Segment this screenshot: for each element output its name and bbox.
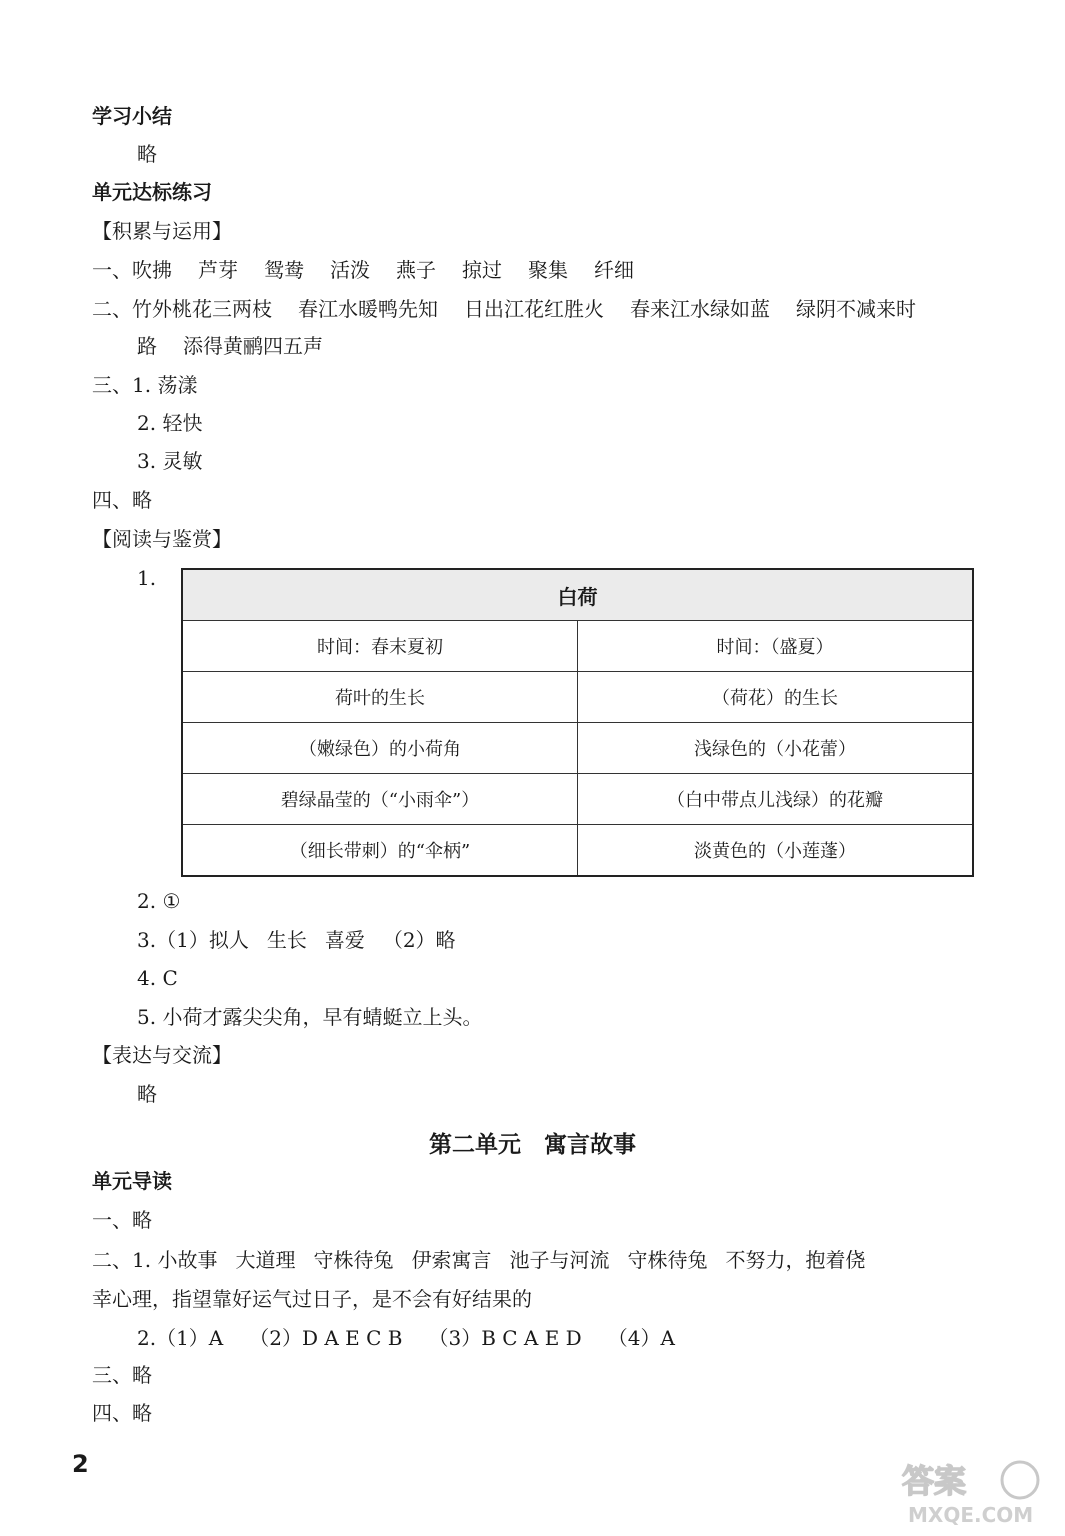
- poem-line: 春来江水绿如蓝: [630, 297, 770, 321]
- question-3-item-1: [92, 373, 197, 397]
- poem-line: 春江水暖鸭先知: [298, 297, 438, 321]
- question-3-label: 三、: [92, 373, 132, 397]
- word: 芦芽: [198, 258, 238, 282]
- question-4: 四、略: [92, 488, 152, 512]
- section-heading-summary: 学习小结: [92, 104, 172, 128]
- word: 燕子: [396, 258, 436, 282]
- part-heading-accumulation: 【积累与运用】: [92, 219, 232, 243]
- answer-text: （2）D A E C B: [249, 1326, 403, 1350]
- table-cell: 浅绿色的（小花蕾）: [578, 723, 974, 774]
- question-2-line-1: [92, 297, 916, 321]
- section-heading-unit-practice: 单元达标练习: [92, 180, 212, 204]
- answer-text: 生长: [266, 928, 307, 952]
- unit2-question-2-line-2: 幸心理，指望靠好运气过日子，是不会有好结果的: [92, 1287, 532, 1311]
- answer-text: 2.（1）A: [137, 1326, 224, 1350]
- reading-question-4: 4. C: [137, 966, 178, 990]
- word: 掠过: [462, 258, 502, 282]
- part-heading-expression: 【表达与交流】: [92, 1043, 232, 1067]
- question-number: 3.: [137, 928, 157, 952]
- reading-question-2: 2. ①: [137, 889, 181, 913]
- table-row: [182, 723, 973, 774]
- unit2-question-2-line-3: [137, 1326, 675, 1350]
- unit2-question-2-label: 二、: [92, 1248, 132, 1272]
- word: 聚集: [528, 258, 568, 282]
- unit2-question-4: 四、略: [92, 1401, 152, 1425]
- poem-line: 添得黄鹂四五声: [183, 334, 323, 358]
- reading-question-3: [137, 928, 456, 952]
- answer-text: 守株待兔: [313, 1248, 394, 1272]
- svg-text:MXQE.COM: MXQE.COM: [908, 1503, 1034, 1527]
- question-1: [92, 258, 634, 282]
- answer-text: 伊索寓言: [411, 1248, 492, 1272]
- question-1-label: 一、: [92, 258, 132, 282]
- poem-line: 竹外桃花三两枝: [132, 297, 272, 321]
- question-3-item-3: 3. 灵敏: [137, 449, 203, 473]
- table-cell: 时间：春末夏初: [182, 621, 578, 672]
- reading-question-1-label: 1.: [137, 566, 157, 590]
- unit-2-title: 第二单元 寓言故事: [429, 1132, 636, 1158]
- word: 活泼: [330, 258, 370, 282]
- answer-text: （2）略: [382, 928, 456, 952]
- table-cell: 碧绿晶莹的（“小雨伞”）: [182, 774, 578, 825]
- answer-text: （4）A: [607, 1326, 675, 1350]
- unit2-question-2-line-1: [92, 1248, 865, 1272]
- table-cell: （白中带点儿浅绿）的花瓣: [578, 774, 974, 825]
- table-row: [182, 825, 973, 877]
- answer-text: （1）拟人: [156, 928, 249, 952]
- word: 纤细: [594, 258, 634, 282]
- table-row: [182, 774, 973, 825]
- summary-answer: 略: [137, 142, 157, 166]
- unit2-question-1: 一、略: [92, 1208, 152, 1232]
- table-row: [182, 621, 973, 672]
- table-cell: 时间：（盛夏）: [578, 621, 974, 672]
- word: 鸳鸯: [264, 258, 304, 282]
- table-row: [182, 672, 973, 723]
- part-heading-reading: 【阅读与鉴赏】: [92, 527, 232, 551]
- answer-text: 1. 荡漾: [132, 373, 198, 397]
- answer-table: [181, 568, 974, 877]
- section-heading-unit-guide: 单元导读: [92, 1169, 172, 1193]
- poem-line: 路: [137, 334, 157, 358]
- table-cell: （荷花）的生长: [578, 672, 974, 723]
- unit2-question-3: 三、略: [92, 1363, 152, 1387]
- question-2-label: 二、: [92, 297, 132, 321]
- question-2-line-2: [137, 334, 323, 358]
- answer-text: 大道理: [235, 1248, 296, 1272]
- answer-text: 守株待兔: [627, 1248, 708, 1272]
- table-cell: 荷叶的生长: [182, 672, 578, 723]
- table-cell: （细长带刺）的“伞柄”: [182, 825, 578, 877]
- expression-answer: 略: [137, 1082, 157, 1106]
- answer-text: 不努力，抱着侥: [725, 1248, 866, 1272]
- answer-text: 1. 小故事: [132, 1248, 218, 1272]
- reading-question-5: 5. 小荷才露尖尖角，早有蜻蜓立上头。: [137, 1005, 483, 1029]
- question-3-item-2: 2. 轻快: [137, 411, 203, 435]
- poem-line: 日出江花红胜火: [464, 297, 604, 321]
- table-cell: 淡黄色的（小莲蓬）: [578, 825, 974, 877]
- table-cell: （嫩绿色）的小荷角: [182, 723, 578, 774]
- poem-line: 绿阴不减来时: [796, 297, 916, 321]
- svg-text:答案: 答案: [902, 1462, 967, 1500]
- answer-text: 池子与河流: [509, 1248, 610, 1272]
- watermark-logo: [898, 1458, 1048, 1528]
- table-title: 白荷: [182, 569, 973, 621]
- word: 吹拂: [132, 258, 172, 282]
- answer-text: 喜爱: [324, 928, 365, 952]
- page-number: 2: [72, 1450, 89, 1478]
- answer-text: （3）B C A E D: [428, 1326, 582, 1350]
